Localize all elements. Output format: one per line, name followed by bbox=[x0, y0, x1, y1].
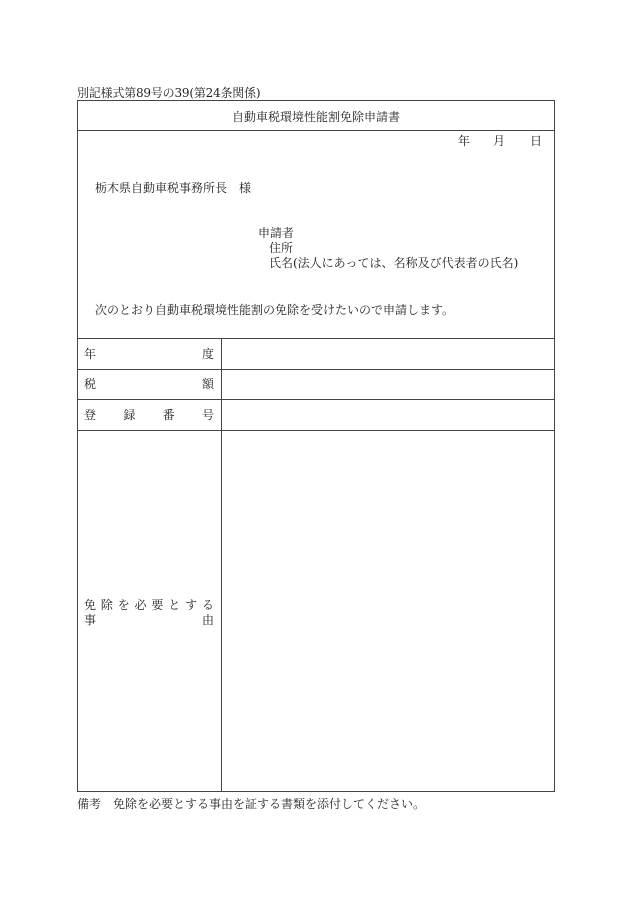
applicant-block bbox=[258, 226, 518, 271]
label-char: 除 bbox=[100, 598, 113, 612]
row-label-registration-number bbox=[84, 408, 214, 422]
label-char: 年 bbox=[84, 347, 97, 361]
label-char: 額 bbox=[201, 377, 214, 391]
remarks-note: 備考 免除を必要とする事由を証する書類を添付してください。 bbox=[77, 797, 426, 811]
form-title: 自動車税環境性能割免除申請書 bbox=[231, 110, 400, 124]
title-divider bbox=[78, 130, 554, 131]
application-form bbox=[77, 100, 555, 792]
form-number-caption: 別記様式第89号の39(第24条関係) bbox=[77, 86, 261, 100]
date-month-label: 月 bbox=[493, 134, 506, 148]
label-char: 度 bbox=[201, 347, 214, 361]
applicant-address-label: 住所 bbox=[269, 241, 294, 255]
label-char: を bbox=[117, 598, 130, 612]
label-char: る bbox=[201, 598, 214, 612]
addressee: 栃木県自動車税事務所長 様 bbox=[95, 181, 252, 195]
application-statement: 次のとおり自動車税環境性能割の免除を受けたいので申請します。 bbox=[95, 303, 455, 317]
label-char: 税 bbox=[84, 377, 97, 391]
applicant-label: 申請者 bbox=[258, 226, 295, 240]
date-year-label: 年 bbox=[458, 134, 471, 148]
table-top-line bbox=[78, 338, 554, 339]
row-divider bbox=[78, 369, 554, 370]
label-char: 号 bbox=[201, 408, 214, 422]
label-char: 番 bbox=[162, 408, 175, 422]
row-label-fiscal-year bbox=[84, 347, 214, 361]
applicant-name-label: 氏名(法人にあっては、名称及び代表者の氏名) bbox=[269, 256, 519, 270]
label-char: 要 bbox=[151, 598, 164, 612]
date-day-label: 日 bbox=[530, 134, 543, 148]
label-char: 由 bbox=[201, 613, 214, 627]
row-label-reason-line1 bbox=[84, 598, 214, 612]
label-char: と bbox=[168, 598, 181, 612]
row-divider bbox=[78, 399, 554, 400]
row-label-tax-amount bbox=[84, 377, 214, 391]
label-char: 事 bbox=[84, 613, 97, 627]
label-char: 登 bbox=[84, 408, 97, 422]
label-char: す bbox=[185, 598, 198, 612]
label-char: 免 bbox=[84, 598, 97, 612]
label-char: 録 bbox=[123, 408, 136, 422]
label-column-divider bbox=[221, 338, 222, 792]
row-divider bbox=[78, 430, 554, 431]
row-label-reason-line2 bbox=[84, 613, 214, 627]
label-char: 必 bbox=[134, 598, 147, 612]
